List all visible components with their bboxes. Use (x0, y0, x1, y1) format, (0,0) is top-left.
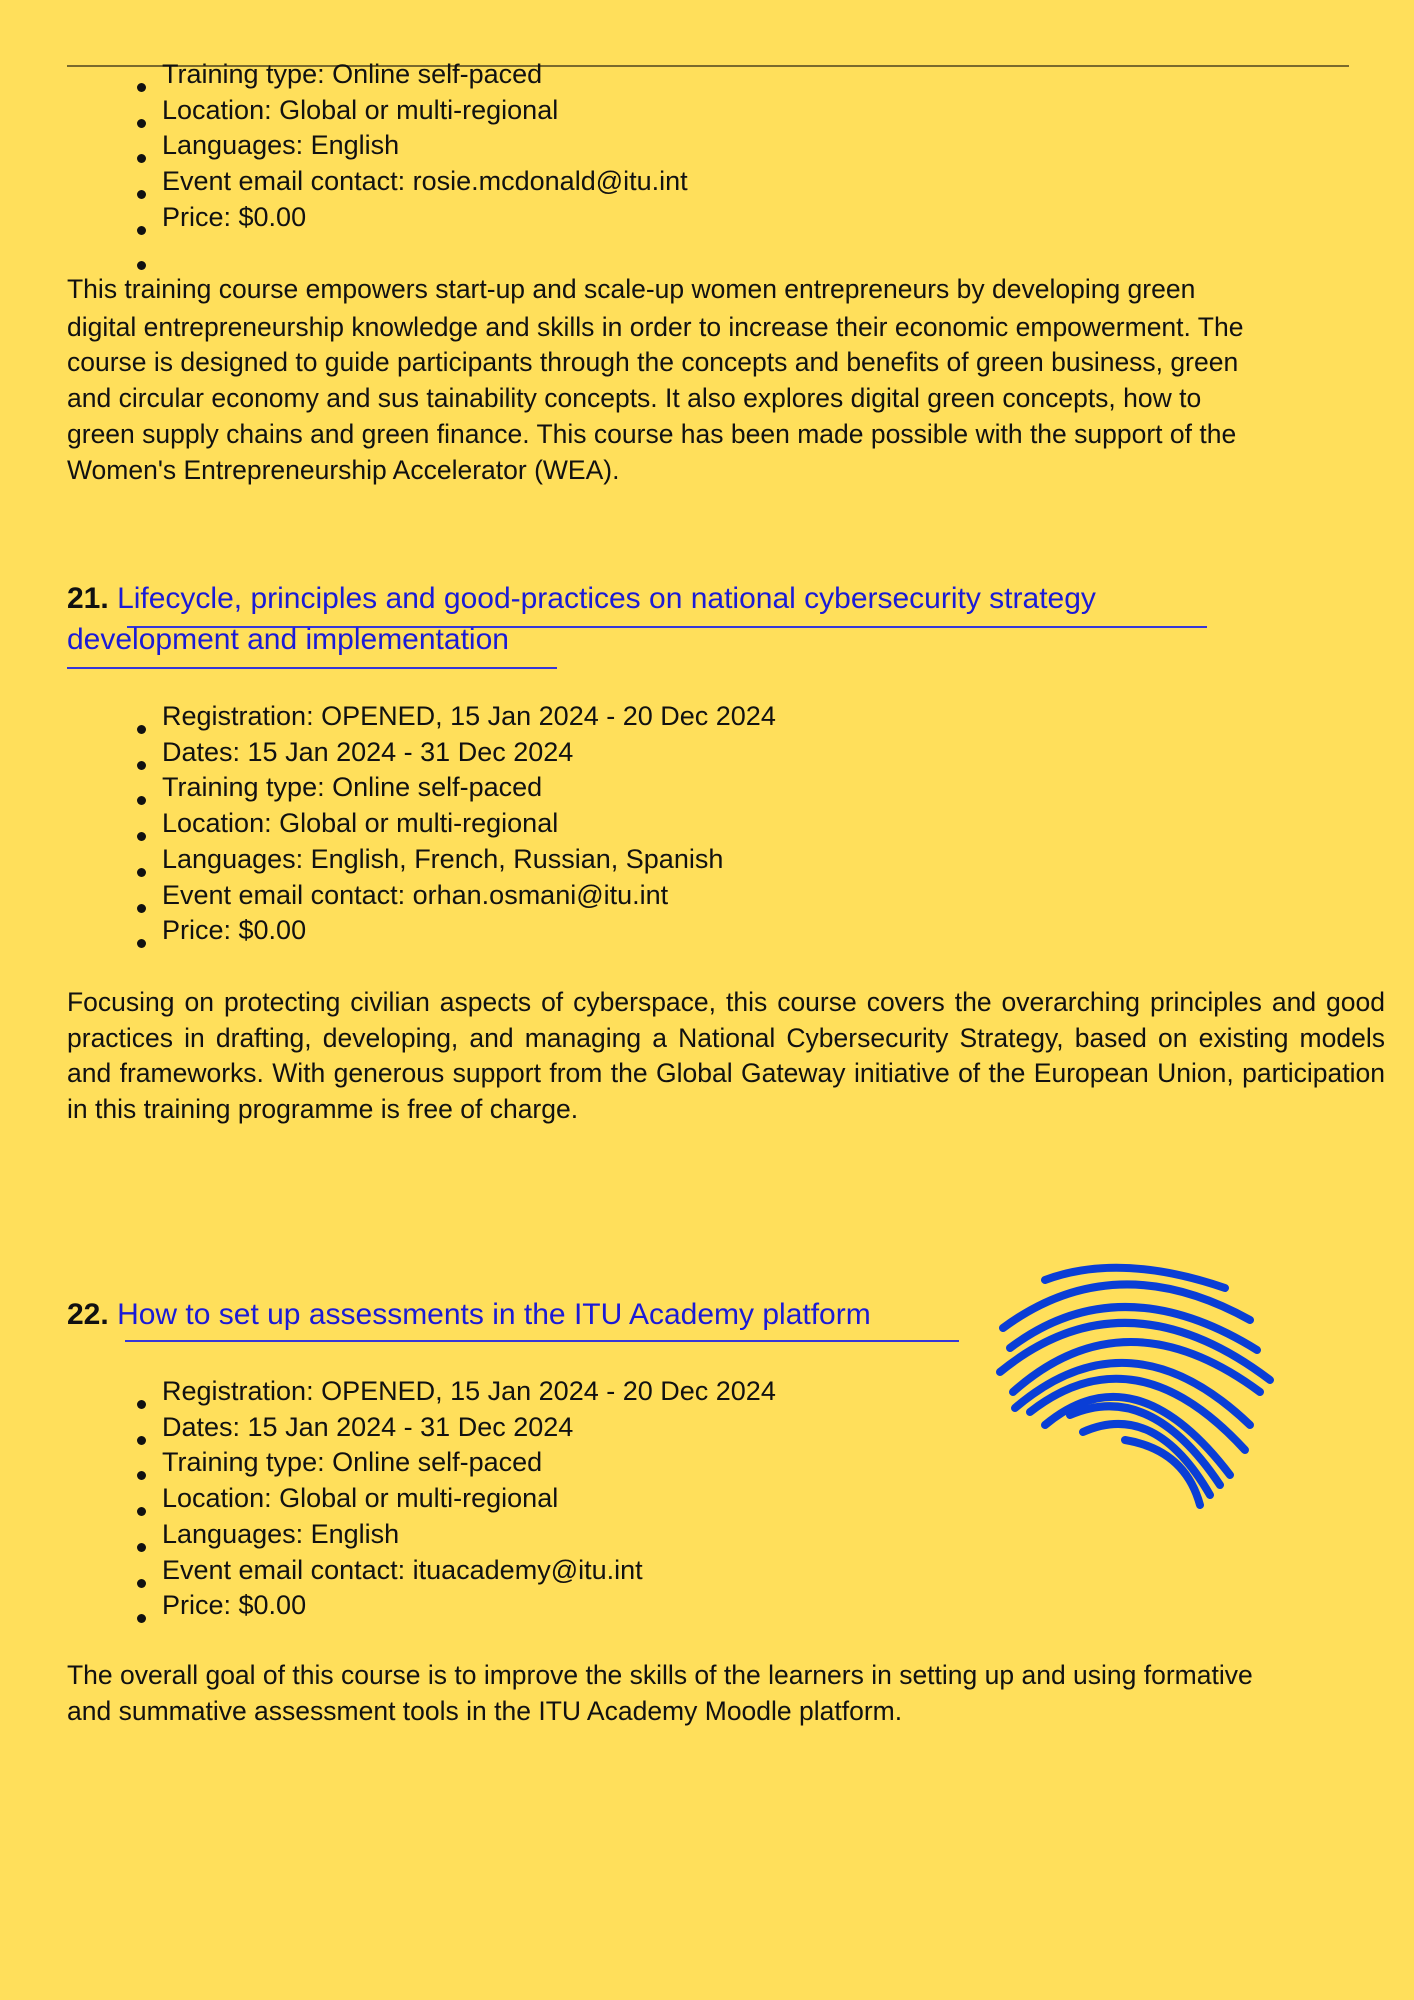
detail-item: Dates: 15 Jan 2024 - 31 Dec 2024 (162, 1410, 776, 1446)
detail-item: Event email contact: ituacademy@itu.int (162, 1553, 776, 1589)
detail-item: Location: Global or multi-regional (162, 806, 776, 842)
fingerprint-arcs-icon (985, 1250, 1285, 1510)
detail-item: Event email contact: orhan.osmani@itu.int (162, 878, 776, 914)
detail-item: Registration: OPENED, 15 Jan 2024 - 20 Dec 2024 (162, 1374, 776, 1410)
description-line: course is designed to guide participants through the concepts and benefits of green business, green (67, 347, 1239, 378)
prev-course-description (67, 272, 1385, 488)
course-22-description (67, 1658, 1385, 1729)
detail-item: Languages: English (162, 128, 688, 164)
title-underline (125, 1340, 959, 1342)
detail-item: Dates: 15 Jan 2024 - 31 Dec 2024 (162, 735, 776, 771)
detail-item: Languages: English, French, Russian, Spanish (162, 842, 776, 878)
course-number: 21. (67, 582, 109, 615)
detail-item: Location: Global or multi-regional (162, 1481, 776, 1517)
course-22-heading (67, 1294, 871, 1335)
description-line: and circular economy and sus tainability concepts. It also explores digital green concepts, how to (67, 383, 1202, 414)
course-21-title-link[interactable]: Lifecycle, principles and good-practices on national cybersecurity strategy (117, 582, 1096, 615)
title-underline (67, 667, 557, 669)
course-21-description: Focusing on protecting civilian aspects of cyberspace, this course covers the overarching principles and good practices in drafting, developing, and managing a National Cybersecurity Strategy, based on existing models and frameworks. With generous support from the Global Gateway initiative of the European Union, participation in this training programme is free of charge. (67, 987, 1385, 1125)
course-22-title-link[interactable]: How to set up assessments in the ITU Academy platform (117, 1298, 871, 1331)
detail-item: Event email contact: rosie.mcdonald@itu.int (162, 164, 688, 200)
course-21-details (162, 699, 776, 949)
description-line: digital entrepreneurship knowledge and skills in order to increase their economic empowerment. The (67, 311, 1244, 342)
detail-item: Training type: Online self-paced (162, 57, 688, 93)
description-line: This training course empowers start-up and scale-up women entrepreneurs by developing green (67, 274, 1196, 304)
course-22-details (162, 1374, 776, 1624)
course-21-heading (67, 578, 1096, 619)
description-line: The overall goal of this course is to improve the skills of the learners in setting up and using formative (67, 1660, 1253, 1690)
description-line: green supply chains and green finance. This course has been made possible with the support of the (67, 418, 1237, 449)
detail-item: Training type: Online self-paced (162, 770, 776, 806)
description-line: Women's Entrepreneurship Accelerator (WEA). (67, 454, 620, 485)
detail-item: Location: Global or multi-regional (162, 93, 688, 129)
detail-item: Price: $0.00 (162, 200, 688, 236)
prev-course-details (162, 57, 688, 236)
detail-item: Registration: OPENED, 15 Jan 2024 - 20 Dec 2024 (162, 699, 776, 735)
course-number: 22. (67, 1298, 109, 1331)
detail-item: Price: $0.00 (162, 1588, 776, 1624)
description-line: and summative assessment tools in the ITU Academy Moodle platform. (67, 1695, 903, 1726)
detail-item: Languages: English (162, 1517, 776, 1553)
course-21-heading-cont (67, 619, 509, 660)
detail-item: Price: $0.00 (162, 913, 776, 949)
course-21-title-link-cont[interactable]: development and implementation (67, 623, 509, 656)
detail-item: Training type: Online self-paced (162, 1445, 776, 1481)
